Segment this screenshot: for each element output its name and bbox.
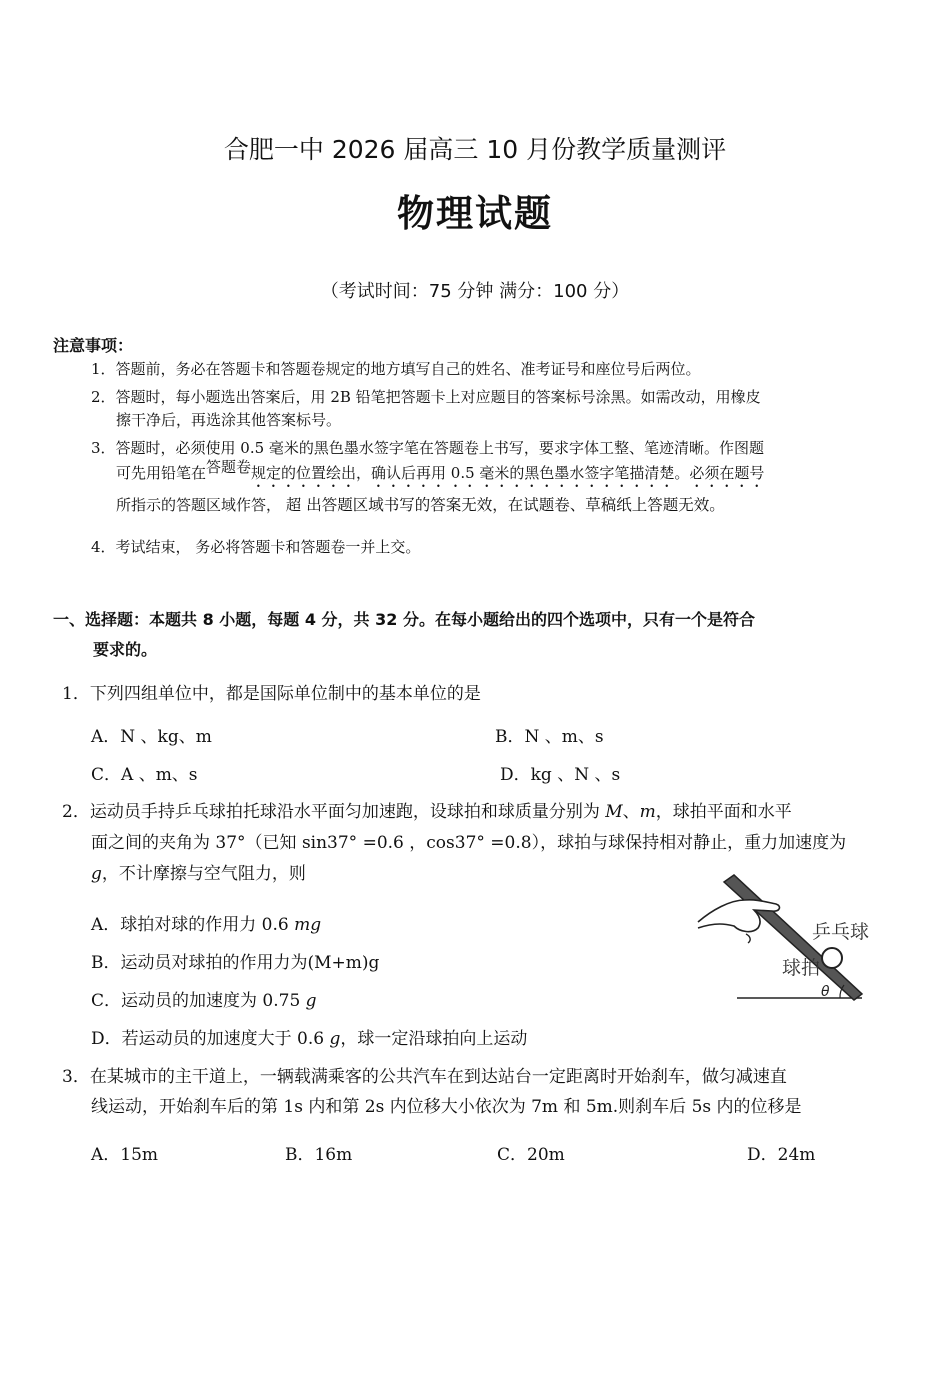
q2-option-a xyxy=(91,910,321,935)
q1-option-b: B．N 、m、s xyxy=(495,727,604,747)
notice-item-3-line-1: 3．答题时，必须使用 0.5 毫米的黑色墨水签字笔在答题卷上书写，要求字体工整、笔迹清晰。作图题 xyxy=(91,439,764,457)
q2-stem-sep: 、 xyxy=(622,802,640,822)
label-angle: θ xyxy=(821,984,830,1000)
q2-option-b: B．运动员对球拍的作用力为(M+m)g xyxy=(91,953,380,973)
q3-option-d: D．24m xyxy=(747,1145,816,1165)
notice-item-3-text-b: 规定的位置绘出，确认后再用 0.5 毫米的黑色墨水签字笔描清楚。必须在题号 xyxy=(251,464,765,482)
section-heading-line-2: 要求的。 xyxy=(93,640,158,659)
exam-info: （考试时间：75 分钟 满分：100 分） xyxy=(320,281,630,302)
q2-stem-text-c: ，不计摩擦与空气阻力，则 xyxy=(101,864,306,884)
ball-shape xyxy=(822,948,842,968)
label-ball: 乒乓球 xyxy=(812,921,870,943)
q2-stem-line-3 xyxy=(91,859,306,890)
section-heading-line-1: 一、选择题：本题共 8 小题，每题 4 分，共 32 分。在每小题给出的四个选项中，只有一个是符合 xyxy=(53,610,755,629)
q3-option-b: B．16m xyxy=(285,1145,353,1165)
notice-item-3-emphasis: 超 出答题区域书写的答案无效，在试题卷、草稿纸上答题无效。 xyxy=(285,496,725,514)
notice-item-3-text-a: 可先用铅笔在 xyxy=(116,464,207,482)
q1-option-d: D．kg 、N 、s xyxy=(500,765,621,785)
q2-option-d-var: g xyxy=(329,1029,341,1049)
notice-item-3-line-3 xyxy=(116,493,725,518)
q1-stem: 1．下列四组单位中，都是国际单位制中的基本单位的是 xyxy=(62,684,481,704)
q2-var-m: m xyxy=(639,802,656,822)
q2-stem-text-b: ，球拍平面和水平 xyxy=(655,802,792,822)
q2-option-c-var: g xyxy=(305,991,317,1011)
q2-option-a-var: mg xyxy=(294,915,322,935)
q3-option-a: A．15m xyxy=(91,1145,159,1165)
q2-option-d-text-b: ，球一定沿球拍向上运动 xyxy=(340,1029,528,1049)
section-heading xyxy=(53,605,755,665)
q2-stem-line-1 xyxy=(62,797,792,828)
notice-item-3-raised-text: 答题卷 xyxy=(206,458,252,476)
q2-option-d-text-a: D．若运动员的加速度大于 0.6 xyxy=(91,1029,330,1049)
exam-subtitle: 合肥一中 2026 届高三 10 月份教学质量测评 xyxy=(223,135,727,164)
notice-item-1: 1．答题前，务必在答题卡和答题卷规定的地方填写自己的姓名、准考证号和座位号后两位。 xyxy=(91,360,701,378)
q3-stem-line-2: 线运动，开始刹车后的第 1s 内和第 2s 内位移大小依次为 7m 和 5m.则刹车后 5s 内的位移是 xyxy=(91,1097,802,1117)
notice-item-4: 4．考试结束， 务必将答题卡和答题卷一并上交。 xyxy=(91,538,421,556)
notice-item-2-line-1: 2．答题时，每小题选出答案后，用 2B 铅笔把答题卡上对应题目的答案标号涂黑。如需改动，用橡皮 xyxy=(91,388,761,406)
q3-option-c: C．20m xyxy=(497,1145,565,1165)
q2-var-g: g xyxy=(91,864,102,884)
q2-option-c xyxy=(91,986,317,1011)
q2-stem-line-2: 面之间的夹角为 37°（已知 sin37° =0.6 ，cos37° =0.8），球拍与球保持相对静止，重力加速度为 xyxy=(91,833,847,853)
page-title: 物理试题 xyxy=(397,192,553,235)
notice-heading: 注意事项： xyxy=(53,336,134,355)
notice-item-3-text-c: 所指示的答题区域作答， xyxy=(116,496,282,514)
q1-option-a: A．N 、kg、m xyxy=(91,727,212,747)
q2-option-c-text: C．运动员的加速度为 0.75 xyxy=(91,991,306,1011)
label-racket: 球拍 xyxy=(782,957,821,979)
q3-stem-line-1: 3．在某城市的主干道上，一辆载满乘客的公共汽车在到达站台一定距离时开始刹车，做匀减速直 xyxy=(62,1067,787,1087)
q2-option-a-text: A．球拍对球的作用力 0.6 xyxy=(91,915,295,935)
q1-option-c: C．A 、m、s xyxy=(91,765,198,785)
q2-var-M: M xyxy=(605,802,623,822)
notice-item-3-line-2 xyxy=(116,458,765,491)
q2-stem-text-a: 2．运动员手持乒乓球拍托球沿水平面匀加速跑，设球拍和球质量分别为 xyxy=(62,802,606,822)
q2-figure xyxy=(690,870,890,1005)
q2-option-d xyxy=(91,1024,527,1049)
hand-finger xyxy=(746,934,750,943)
notice-item-2-line-2: 擦干净后，再选涂其他答案标号。 xyxy=(116,411,342,429)
